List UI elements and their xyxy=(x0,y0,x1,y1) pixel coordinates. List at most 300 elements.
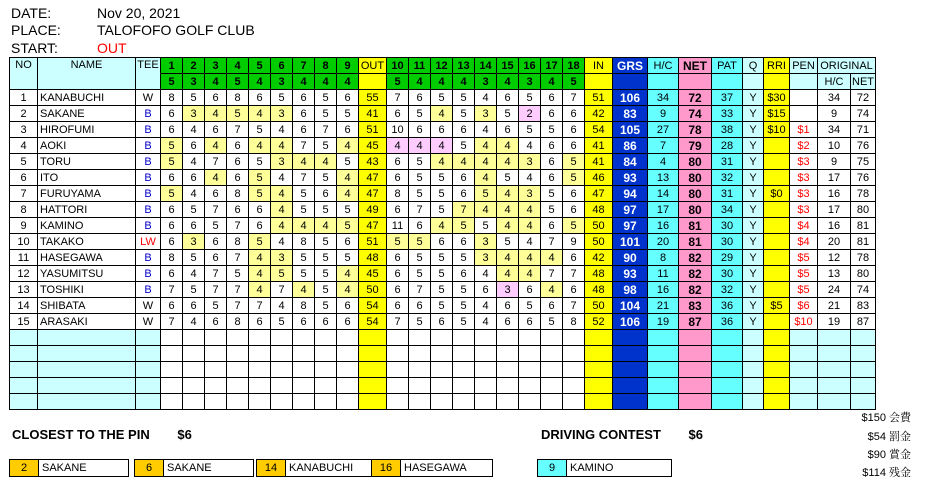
empty-cell xyxy=(648,330,679,346)
net-total: 83 xyxy=(679,298,712,314)
in-total: 47 xyxy=(585,186,613,202)
rri-value xyxy=(764,314,790,330)
hole-score: 9 xyxy=(563,234,585,250)
qualified-flag: Y xyxy=(743,266,764,282)
handicap-value: 8 xyxy=(648,250,679,266)
empty-cell xyxy=(851,346,876,362)
col-tee: TEE xyxy=(136,58,161,90)
empty-cell xyxy=(743,394,764,410)
par-cell: 3 xyxy=(519,74,541,90)
hole-16-header: 16 xyxy=(519,58,541,74)
net-total: 80 xyxy=(679,170,712,186)
hole-score: 3 xyxy=(271,250,293,266)
empty-cell xyxy=(315,362,337,378)
net-total: 72 xyxy=(679,90,712,106)
player-no: 13 xyxy=(10,282,38,298)
hole-score: 6 xyxy=(541,170,563,186)
original-hc: 10 xyxy=(818,138,851,154)
hole-score: 6 xyxy=(183,138,205,154)
hole-score: 5 xyxy=(409,266,431,282)
rri-value: $10 xyxy=(764,122,790,138)
hole-score: 6 xyxy=(205,234,227,250)
handicap-value: 21 xyxy=(648,298,679,314)
empty-cell xyxy=(541,378,563,394)
hole-score: 6 xyxy=(205,90,227,106)
hole-score: 11 xyxy=(387,218,409,234)
col-original: ORIGINAL xyxy=(818,58,876,74)
hole-15-header: 15 xyxy=(497,58,519,74)
putts-total: 30 xyxy=(712,266,743,282)
hole-score: 4 xyxy=(497,186,519,202)
hole-score: 6 xyxy=(387,106,409,122)
hole-score: 4 xyxy=(409,138,431,154)
in-total: 42 xyxy=(585,250,613,266)
in-total: 48 xyxy=(585,282,613,298)
out-total: 51 xyxy=(359,234,387,250)
qualified-flag: Y xyxy=(743,170,764,186)
empty-cell xyxy=(249,378,271,394)
penalty-value: $3 xyxy=(790,186,818,202)
empty-cell xyxy=(161,330,183,346)
hole-score: 6 xyxy=(387,202,409,218)
player-tee: B xyxy=(136,106,161,122)
closest-hole: 2 xyxy=(10,460,39,476)
hole-score: 4 xyxy=(519,202,541,218)
rri-value xyxy=(764,282,790,298)
empty-cell xyxy=(136,394,161,410)
start-value: OUT xyxy=(97,40,127,56)
par-cell: 3 xyxy=(183,74,205,90)
hole-score: 6 xyxy=(497,298,519,314)
out-total: 43 xyxy=(359,154,387,170)
hole-score: 6 xyxy=(409,218,431,234)
start-label: START: xyxy=(11,40,58,56)
hole-1-header: 1 xyxy=(161,58,183,74)
qualified-flag: Y xyxy=(743,138,764,154)
hole-score: 5 xyxy=(183,282,205,298)
hole-score: 4 xyxy=(497,202,519,218)
player-no: 7 xyxy=(10,186,38,202)
original-hc: 21 xyxy=(818,298,851,314)
putts-total: 31 xyxy=(712,154,743,170)
hole-score: 5 xyxy=(249,186,271,202)
col-gross: GRS xyxy=(613,58,648,74)
empty-cell xyxy=(293,346,315,362)
empty-cell xyxy=(359,394,387,410)
empty-cell xyxy=(453,362,475,378)
empty-cell xyxy=(743,330,764,346)
empty-cell xyxy=(315,378,337,394)
handicap-value: 9 xyxy=(648,106,679,122)
hole-score: 6 xyxy=(541,154,563,170)
original-hc: 9 xyxy=(818,106,851,122)
empty-cell xyxy=(613,346,648,362)
empty-cell xyxy=(764,394,790,410)
original-net: 75 xyxy=(851,154,876,170)
original-hc: 16 xyxy=(818,218,851,234)
hole-score: 5 xyxy=(453,218,475,234)
original-net: 72 xyxy=(851,90,876,106)
player-tee: B xyxy=(136,282,161,298)
player-name: TAKAKO xyxy=(38,234,136,250)
hole-score: 5 xyxy=(293,186,315,202)
original-net: 76 xyxy=(851,170,876,186)
hole-score: 5 xyxy=(161,186,183,202)
empty-cell xyxy=(519,394,541,410)
hole-17-header: 17 xyxy=(541,58,563,74)
hole-score: 5 xyxy=(431,266,453,282)
out-total: 45 xyxy=(359,266,387,282)
player-row xyxy=(10,218,876,234)
hole-score: 8 xyxy=(227,314,249,330)
hole-score: 6 xyxy=(453,266,475,282)
gross-total: 101 xyxy=(613,234,648,250)
player-name: TORU xyxy=(38,154,136,170)
player-row xyxy=(10,138,876,154)
col-rri: RRI xyxy=(764,58,790,74)
hole-score: 4 xyxy=(183,122,205,138)
penalty-value: $5 xyxy=(790,250,818,266)
player-tee: B xyxy=(136,202,161,218)
rri-value: $15 xyxy=(764,106,790,122)
hole-score: 5 xyxy=(409,234,431,250)
hole-3-header: 3 xyxy=(205,58,227,74)
hole-score: 5 xyxy=(409,106,431,122)
hole-score: 4 xyxy=(431,218,453,234)
empty-cell xyxy=(271,330,293,346)
hole-score: 6 xyxy=(205,186,227,202)
penalty-value: $5 xyxy=(790,266,818,282)
closest-hole: 14 xyxy=(257,460,286,476)
empty-cell xyxy=(497,394,519,410)
par-cell: 4 xyxy=(337,74,359,90)
hole-score: 7 xyxy=(315,122,337,138)
closest-winner: SAKANE xyxy=(42,462,87,474)
player-tee: B xyxy=(136,122,161,138)
rri-value xyxy=(764,202,790,218)
original-hc: 34 xyxy=(818,122,851,138)
hole-score: 5 xyxy=(431,186,453,202)
empty-cell xyxy=(227,346,249,362)
empty-cell xyxy=(337,378,359,394)
player-row xyxy=(10,186,876,202)
hole-score: 5 xyxy=(431,170,453,186)
hole-score: 5 xyxy=(205,298,227,314)
original-net: 81 xyxy=(851,218,876,234)
empty-cell xyxy=(205,330,227,346)
hole-score: 5 xyxy=(337,250,359,266)
hole-score: 7 xyxy=(249,298,271,314)
hole-score: 5 xyxy=(497,170,519,186)
hole-score: 6 xyxy=(249,314,271,330)
player-tee: B xyxy=(136,138,161,154)
empty-cell xyxy=(431,378,453,394)
original-net: 80 xyxy=(851,266,876,282)
original-net: 83 xyxy=(851,298,876,314)
hole-score: 8 xyxy=(387,186,409,202)
closest-winner: HASEGAWA xyxy=(404,462,467,474)
empty-cell xyxy=(563,362,585,378)
hole-score: 5 xyxy=(315,170,337,186)
empty-cell xyxy=(790,394,818,410)
hole-score: 5 xyxy=(453,282,475,298)
empty-cell xyxy=(315,330,337,346)
hole-9-header: 9 xyxy=(337,58,359,74)
par-cell: 3 xyxy=(271,74,293,90)
original-hc: 17 xyxy=(818,170,851,186)
par-cell: 4 xyxy=(541,74,563,90)
hole-score: 4 xyxy=(271,202,293,218)
hole-score: 6 xyxy=(563,202,585,218)
in-total: 46 xyxy=(585,170,613,186)
empty-cell xyxy=(679,330,712,346)
hole-score: 5 xyxy=(519,298,541,314)
empty-cell xyxy=(764,346,790,362)
player-row xyxy=(10,106,876,122)
empty-cell xyxy=(790,346,818,362)
date-row xyxy=(11,5,411,23)
hole-score: 5 xyxy=(409,154,431,170)
putts-total: 30 xyxy=(712,234,743,250)
closest-box-1 xyxy=(9,459,129,477)
empty-cell xyxy=(10,394,38,410)
hole-score: 6 xyxy=(205,250,227,266)
hole-score: 7 xyxy=(293,138,315,154)
player-row xyxy=(10,202,876,218)
hole-score: 5 xyxy=(315,250,337,266)
putts-total: 36 xyxy=(712,298,743,314)
player-no: 4 xyxy=(10,138,38,154)
rri-value: $5 xyxy=(764,298,790,314)
out-total: 41 xyxy=(359,106,387,122)
par-cell: 4 xyxy=(315,74,337,90)
player-row xyxy=(10,90,876,106)
gross-total: 97 xyxy=(613,218,648,234)
gross-total: 106 xyxy=(613,314,648,330)
handicap-value: 4 xyxy=(648,154,679,170)
in-par-cell xyxy=(585,74,613,90)
hole-score: 5 xyxy=(475,218,497,234)
hole-score: 5 xyxy=(271,266,293,282)
hole-score: 4 xyxy=(497,154,519,170)
penalty-value xyxy=(790,90,818,106)
gross-total: 98 xyxy=(613,282,648,298)
hole-score: 6 xyxy=(541,218,563,234)
handicap-value: 13 xyxy=(648,170,679,186)
in-total: 42 xyxy=(585,106,613,122)
empty-cell xyxy=(161,346,183,362)
empty-cell xyxy=(585,394,613,410)
driving-label: DRIVING CONTEST xyxy=(541,427,661,442)
empty-cell xyxy=(541,394,563,410)
hole-score: 5 xyxy=(541,186,563,202)
empty-cell xyxy=(183,330,205,346)
hole-score: 6 xyxy=(497,90,519,106)
empty-cell xyxy=(205,362,227,378)
empty-cell xyxy=(409,346,431,362)
empty-cell xyxy=(453,394,475,410)
hole-score: 4 xyxy=(337,138,359,154)
empty-cell xyxy=(161,394,183,410)
rri-value: $0 xyxy=(764,186,790,202)
empty-cell xyxy=(585,346,613,362)
hole-score: 6 xyxy=(387,170,409,186)
empty-cell xyxy=(136,346,161,362)
hole-score: 5 xyxy=(293,202,315,218)
hole-score: 5 xyxy=(431,250,453,266)
player-row xyxy=(10,298,876,314)
empty-cell xyxy=(431,330,453,346)
hole-12-header: 12 xyxy=(431,58,453,74)
hole-score: 8 xyxy=(161,90,183,106)
par-cell: 5 xyxy=(227,74,249,90)
net-total: 82 xyxy=(679,266,712,282)
empty-cell xyxy=(519,362,541,378)
hole-score: 5 xyxy=(431,282,453,298)
empty-cell xyxy=(136,378,161,394)
empty-cell xyxy=(679,362,712,378)
player-name: SHIBATA xyxy=(38,298,136,314)
hole-score: 4 xyxy=(315,154,337,170)
net-total: 74 xyxy=(679,106,712,122)
rri-value xyxy=(764,170,790,186)
hole-score: 5 xyxy=(227,106,249,122)
hole-score: 3 xyxy=(519,154,541,170)
hole-score: 6 xyxy=(541,106,563,122)
hole-score: 8 xyxy=(227,234,249,250)
hole-score: 5 xyxy=(453,90,475,106)
hole-score: 4 xyxy=(475,154,497,170)
par-cell: 4 xyxy=(409,74,431,90)
hole-score: 4 xyxy=(519,250,541,266)
net-total: 80 xyxy=(679,202,712,218)
hole-score: 5 xyxy=(161,154,183,170)
in-total: 52 xyxy=(585,314,613,330)
original-net: 74 xyxy=(851,106,876,122)
empty-cell xyxy=(519,330,541,346)
hole-score: 7 xyxy=(563,298,585,314)
penalty-value: $3 xyxy=(790,202,818,218)
hole-score: 5 xyxy=(563,154,585,170)
hole-score: 3 xyxy=(183,106,205,122)
hole-score: 5 xyxy=(249,170,271,186)
hole-score: 6 xyxy=(453,170,475,186)
hole-score: 7 xyxy=(161,282,183,298)
hole-score: 6 xyxy=(293,90,315,106)
hole-score: 6 xyxy=(563,138,585,154)
hole-score: 3 xyxy=(183,234,205,250)
handicap-value: 19 xyxy=(648,314,679,330)
empty-cell xyxy=(315,346,337,362)
empty-cell xyxy=(790,330,818,346)
hole-13-header: 13 xyxy=(453,58,475,74)
hole-score: 5 xyxy=(453,314,475,330)
empty-cell xyxy=(743,378,764,394)
empty-cell xyxy=(359,330,387,346)
original-net: 78 xyxy=(851,186,876,202)
col-penalty: PEN xyxy=(790,58,818,74)
hole-score: 5 xyxy=(519,90,541,106)
original-net: 87 xyxy=(851,314,876,330)
hole-score: 6 xyxy=(387,298,409,314)
hole-score: 6 xyxy=(563,106,585,122)
hole-score: 6 xyxy=(387,266,409,282)
player-name: YASUMITSU xyxy=(38,266,136,282)
empty-cell xyxy=(790,362,818,378)
hole-score: 6 xyxy=(293,314,315,330)
empty-cell xyxy=(764,362,790,378)
hole-score: 3 xyxy=(475,234,497,250)
in-total: 51 xyxy=(585,90,613,106)
hole-score: 4 xyxy=(519,234,541,250)
empty-cell xyxy=(648,394,679,410)
player-tee: B xyxy=(136,170,161,186)
putts-total: 37 xyxy=(712,90,743,106)
out-total: 54 xyxy=(359,298,387,314)
empty-cell xyxy=(387,346,409,362)
putts-total: 28 xyxy=(712,138,743,154)
out-total: 50 xyxy=(359,282,387,298)
empty-cell xyxy=(585,362,613,378)
empty-cell xyxy=(431,362,453,378)
hole-score: 4 xyxy=(271,138,293,154)
empty-cell xyxy=(541,330,563,346)
hole-score: 4 xyxy=(387,138,409,154)
empty-cell xyxy=(183,394,205,410)
hole-score: 5 xyxy=(315,106,337,122)
empty-cell xyxy=(38,394,136,410)
out-total: 47 xyxy=(359,218,387,234)
penalty-value: $3 xyxy=(790,170,818,186)
player-name: HIROFUMI xyxy=(38,122,136,138)
hole-score: 5 xyxy=(271,90,293,106)
col-no: NO xyxy=(10,58,38,90)
empty-cell xyxy=(497,346,519,362)
empty-cell xyxy=(227,362,249,378)
hole-score: 6 xyxy=(475,282,497,298)
hole-score: 5 xyxy=(183,250,205,266)
hole-score: 4 xyxy=(315,218,337,234)
hole-score: 5 xyxy=(183,202,205,218)
out-total: 54 xyxy=(359,314,387,330)
empty-cell xyxy=(337,346,359,362)
empty-row xyxy=(10,330,876,346)
hole-score: 4 xyxy=(541,250,563,266)
empty-cell xyxy=(851,330,876,346)
closest-box-2 xyxy=(134,459,254,477)
putts-total: 32 xyxy=(712,170,743,186)
empty-cell xyxy=(475,362,497,378)
hole-2-header: 2 xyxy=(183,58,205,74)
hole-score: 3 xyxy=(475,106,497,122)
empty-cell xyxy=(818,346,851,362)
hole-score: 6 xyxy=(563,186,585,202)
hole-score: 6 xyxy=(519,282,541,298)
empty-cell xyxy=(38,346,136,362)
player-no: 6 xyxy=(10,170,38,186)
original-hc: 24 xyxy=(818,282,851,298)
hole-score: 5 xyxy=(293,250,315,266)
empty-cell xyxy=(519,346,541,362)
hole-score: 6 xyxy=(431,314,453,330)
hole-score: 6 xyxy=(227,202,249,218)
empty-cell xyxy=(38,330,136,346)
empty-cell xyxy=(409,394,431,410)
empty-cell xyxy=(227,330,249,346)
player-name: HASEGAWA xyxy=(38,250,136,266)
rri-value xyxy=(764,218,790,234)
hole-score: 5 xyxy=(519,122,541,138)
